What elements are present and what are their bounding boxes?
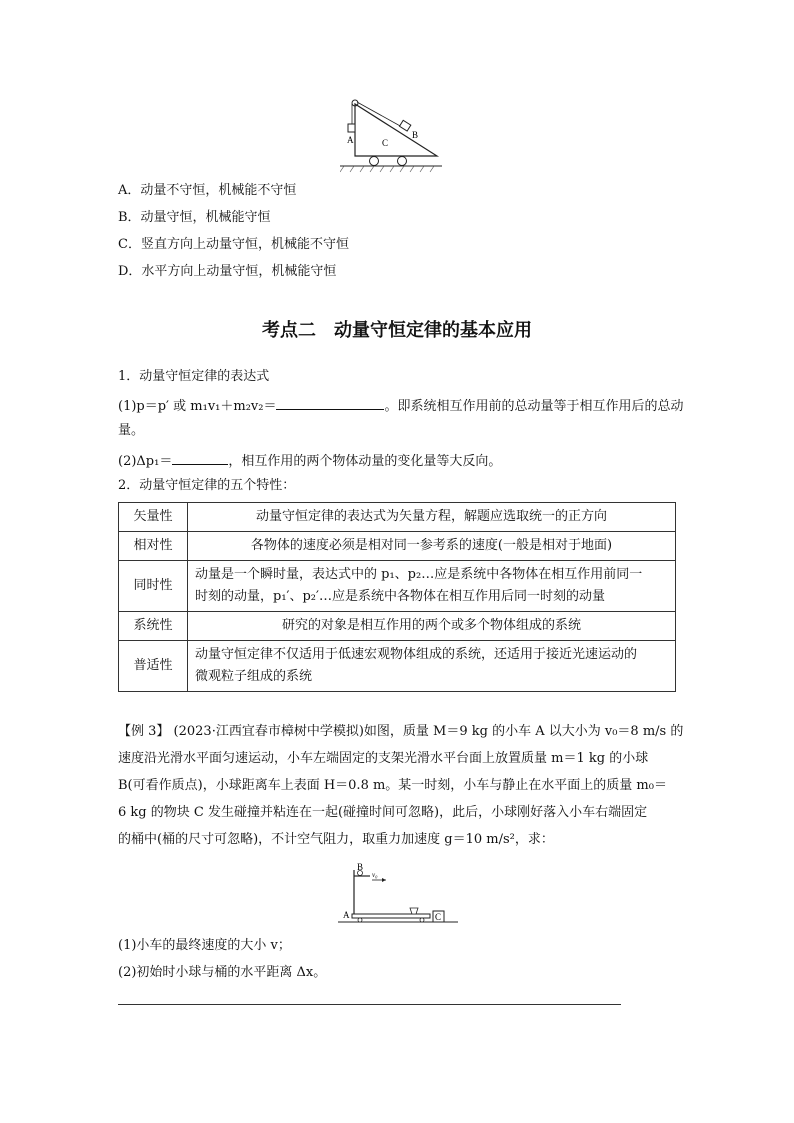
expression-1-suffix: 。即系统相互作用前的总动量等于相互作用后的总动 (384, 399, 684, 414)
label-c: C (435, 912, 442, 922)
table-key: 相对性 (119, 532, 188, 561)
table-key: 同时性 (119, 561, 188, 612)
expression-line-1-cont: 量。 (118, 423, 145, 438)
table-row (119, 503, 676, 532)
section-title: 考点二 动量守恒定律的基本应用 (262, 320, 532, 341)
item2-heading: 2．动量守恒定律的五个特性： (118, 478, 296, 493)
table-row (119, 612, 676, 641)
label-b: B (412, 130, 419, 140)
expression-2-suffix: ，相互作用的两个物体动量的变化量等大反向。 (228, 454, 502, 469)
option-c: C．竖直方向上动量守恒，机械能不守恒 (118, 237, 349, 252)
table-value: 各物体的速度必须是相对同一参考系的速度(一般是相对于地面) (188, 532, 676, 561)
table-value (188, 641, 676, 692)
option-a: A．动量不守恒，机械能不守恒 (118, 183, 297, 198)
table-row (119, 641, 676, 692)
table-value-line: 微观粒子组成的系统 (195, 669, 313, 684)
example-3-text (118, 718, 684, 853)
table-value (188, 561, 676, 612)
option-b: B．动量守恒，机械能守恒 (118, 210, 271, 225)
expression-2-prefix: (2)Δp₁＝ (118, 454, 173, 469)
example-line: 的桶中(桶的尺寸可忽略)，不计空气阻力，取重力加速度 g＝10 m/s²，求： (118, 832, 554, 847)
expression-line-1 (118, 395, 684, 416)
table-value-line: 动量守恒定律不仅适用于低速宏观物体组成的系统，还适用于接近光速运动的 (195, 647, 638, 662)
answer-blank-2[interactable] (172, 450, 228, 465)
properties-table (118, 502, 676, 692)
example-line: 6 kg 的物块 C 发生碰撞并粘连在一起(碰撞时间可忽略)，此后，小球刚好落入小车右端固定 (118, 805, 648, 820)
incline-cart-figure (340, 94, 442, 174)
label-a: A (343, 910, 350, 920)
question-2: (2)初始时小球与桶的水平距离 Δx。 (118, 965, 327, 980)
label-c: C (382, 138, 389, 148)
question-1: (1)小车的最终速度的大小 v； (118, 938, 291, 953)
label-a: A (347, 135, 354, 145)
table-value: 动量守恒定律的表达式为矢量方程，解题应选取统一的正方向 (188, 503, 676, 532)
table-value-line: 时刻的动量，p₁′、p₂′…应是系统中各物体在相互作用后同一时刻的动量 (195, 589, 605, 604)
label-v0: v₀ (372, 871, 378, 879)
example-line: 速度沿光滑水平面匀速运动，小车左端固定的支架光滑水平台面上放置质量 m＝1 kg 的小球 (118, 751, 649, 766)
label-b: B (357, 862, 364, 872)
example-line: 【例 3】 (2023·江西宜春市樟树中学模拟)如图，质量 M＝9 kg 的小车 A 以大小为 v₀＝8 m/s 的 (118, 724, 684, 739)
table-key: 系统性 (119, 612, 188, 641)
option-d: D．水平方向上动量守恒，机械能守恒 (118, 264, 337, 279)
expression-line-2 (118, 450, 678, 471)
table-value-line: 动量是一个瞬时量，表达式中的 p₁、p₂…应是系统中各物体在相互作用前同一 (195, 567, 643, 582)
cart-collision-figure (338, 862, 458, 926)
table-value: 研究的对象是相互作用的两个或多个物体组成的系统 (188, 612, 676, 641)
table-row (119, 561, 676, 612)
example-line: B(可看作质点)，小球距离车上表面 H＝0.8 m。某一时刻，小车与静止在水平面上的质量 m₀＝ (118, 778, 667, 793)
answer-blank-1[interactable] (276, 395, 384, 410)
answer-rule (118, 1004, 621, 1005)
table-key: 普适性 (119, 641, 188, 692)
table-key: 矢量性 (119, 503, 188, 532)
expression-1-prefix: (1)p＝p′ 或 m₁v₁＋m₂v₂＝ (118, 399, 277, 414)
table-row (119, 532, 676, 561)
item1-heading: 1．动量守恒定律的表达式 (118, 369, 270, 384)
